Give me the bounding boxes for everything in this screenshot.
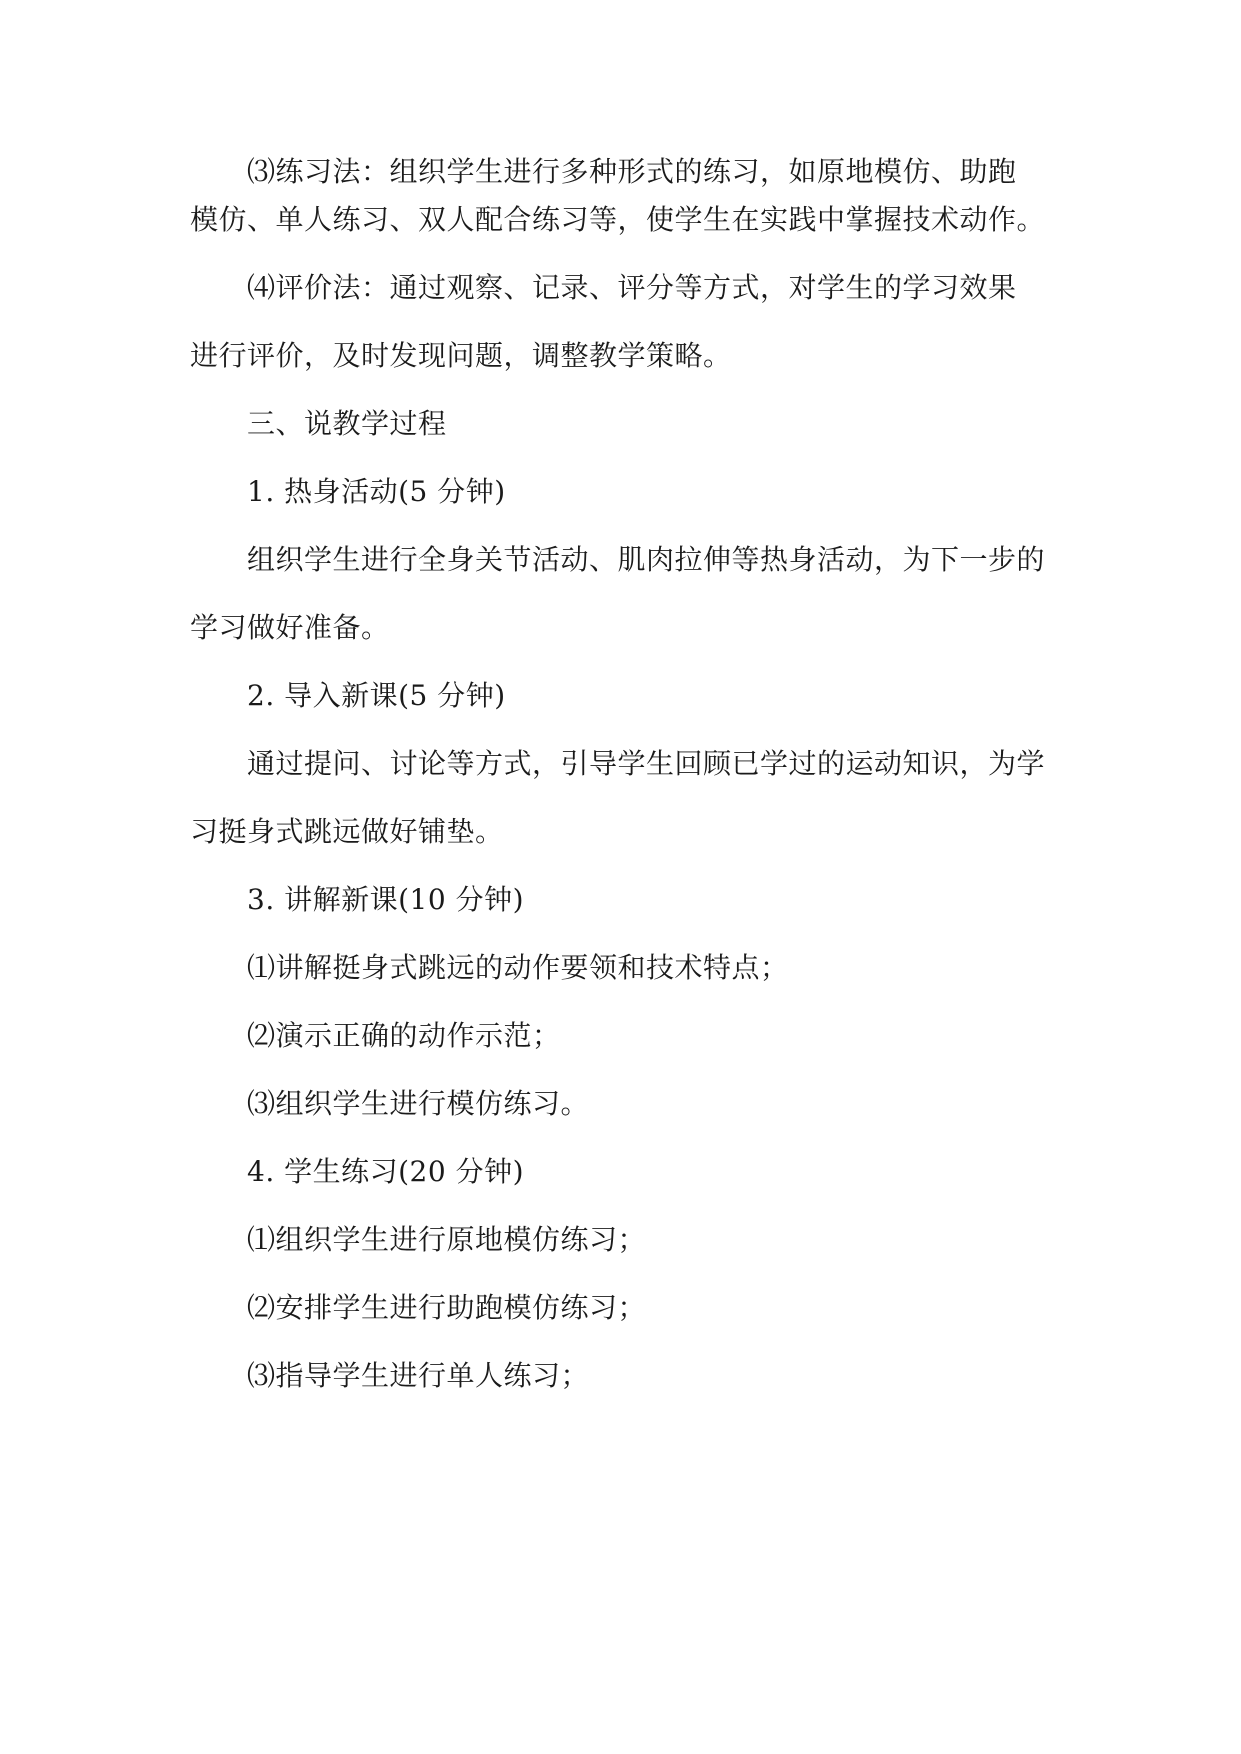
subheading-intro: 2. 导入新课(5 分钟)	[247, 679, 506, 712]
paragraph-line-8: 习挺身式跳远做好铺垫。	[190, 815, 504, 848]
list-item: ⑵演示正确的动作示范；	[247, 1019, 561, 1052]
paragraph-line-2: 模仿、单人练习、双人配合练习等，使学生在实践中掌握技术动作。	[190, 203, 1046, 236]
section-heading: 三、说教学过程	[247, 407, 447, 440]
list-item: ⑴讲解挺身式跳远的动作要领和技术特点；	[247, 951, 789, 984]
list-item: ⑶指导学生进行单人练习；	[247, 1359, 590, 1392]
paragraph-line-5: 组织学生进行全身关节活动、肌肉拉伸等热身活动，为下一步的	[247, 543, 1046, 576]
paragraph-line-3: ⑷评价法：通过观察、记录、评分等方式，对学生的学习效果	[247, 271, 1017, 304]
subheading-warmup: 1. 热身活动(5 分钟)	[247, 475, 506, 508]
subheading-practice: 4. 学生练习(20 分钟)	[247, 1155, 524, 1188]
paragraph-line-4: 进行评价，及时发现问题，调整教学策略。	[190, 339, 732, 372]
paragraph-line-7: 通过提问、讨论等方式，引导学生回顾已学过的运动知识，为学	[247, 747, 1046, 780]
paragraph-line-6: 学习做好准备。	[190, 611, 390, 644]
list-item: ⑶组织学生进行模仿练习。	[247, 1087, 590, 1120]
subheading-explain: 3. 讲解新课(10 分钟)	[247, 883, 524, 916]
list-item: ⑵安排学生进行助跑模仿练习；	[247, 1291, 647, 1324]
list-item: ⑴组织学生进行原地模仿练习；	[247, 1223, 647, 1256]
paragraph-line-1: ⑶练习法：组织学生进行多种形式的练习，如原地模仿、助跑	[247, 155, 1017, 188]
